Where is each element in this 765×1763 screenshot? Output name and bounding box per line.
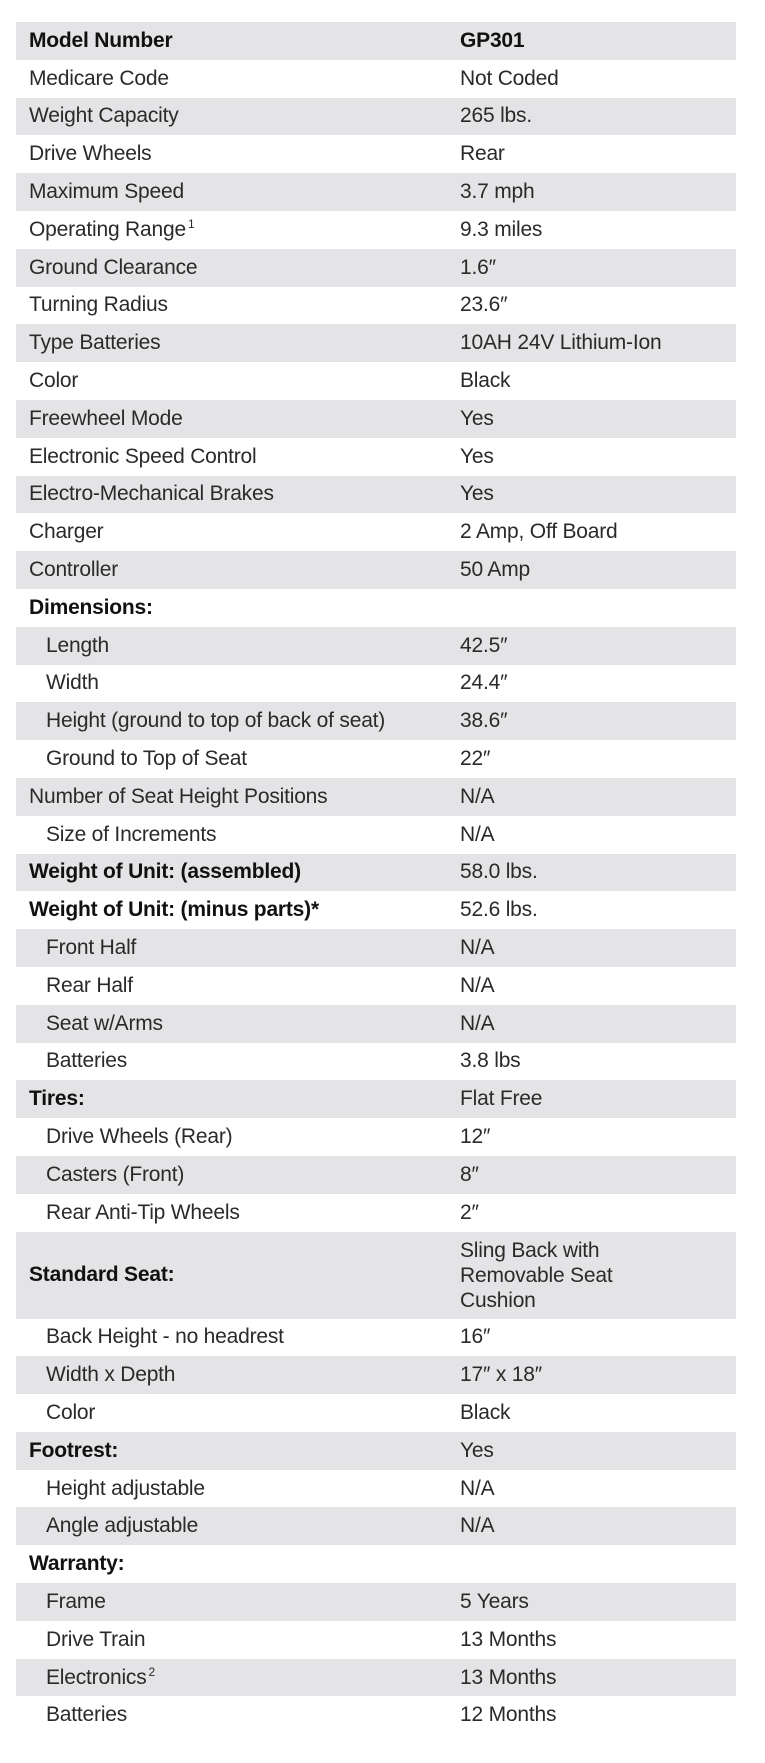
spec-label [16, 1125, 460, 1149]
spec-label [16, 634, 460, 658]
spec-label [16, 369, 460, 393]
spec-label [16, 1703, 460, 1727]
spec-label-text: Height (ground to top of back of seat) [46, 709, 386, 733]
spec-label-text: Weight of Unit: (minus parts)* [29, 898, 319, 922]
spec-row [16, 287, 736, 325]
spec-row [16, 1621, 736, 1659]
spec-label [16, 1012, 460, 1036]
spec-label-text: Width x Depth [46, 1363, 176, 1387]
spec-value: 13 Months [460, 1665, 557, 1689]
spec-label [16, 331, 460, 355]
spec-label [16, 1590, 460, 1614]
spec-label [16, 747, 460, 771]
spec-label-text: Weight of Unit: (assembled) [29, 860, 301, 884]
spec-value: 24.4″ [460, 671, 508, 695]
spec-value: N/A [460, 1514, 495, 1538]
spec-row [16, 1319, 736, 1357]
spec-value: 12 Months [460, 1703, 557, 1727]
spec-value: 12″ [460, 1125, 491, 1148]
spec-value: 2 Amp, Off Board [460, 520, 618, 544]
spec-row [16, 1470, 736, 1508]
spec-label [16, 445, 460, 469]
spec-value: 58.0 lbs. [460, 860, 538, 884]
spec-row [16, 1696, 736, 1734]
spec-label-text: Number of Seat Height Positions [29, 784, 328, 808]
spec-label [16, 482, 460, 506]
spec-row [16, 1507, 736, 1545]
spec-row [16, 1232, 736, 1319]
spec-value: Yes [460, 444, 494, 468]
spec-value: N/A [460, 1011, 495, 1035]
spec-label [16, 1325, 460, 1349]
spec-value: 1.6″ [460, 255, 496, 279]
spec-row [16, 854, 736, 892]
spec-row [16, 1156, 736, 1194]
spec-value: 9.3 miles [460, 217, 543, 241]
spec-row [16, 702, 736, 740]
spec-value: Flat Free [460, 1087, 543, 1111]
spec-value: Rear [460, 142, 505, 166]
spec-value: Not Coded [460, 66, 559, 90]
spec-label [16, 407, 460, 431]
spec-label [16, 104, 460, 128]
spec-value: 16″ [460, 1325, 491, 1349]
spec-label-text: Warranty: [29, 1552, 125, 1576]
spec-label [16, 256, 460, 280]
spec-label [16, 520, 460, 544]
spec-label [16, 1628, 460, 1652]
spec-value: 3.8 lbs [460, 1049, 521, 1073]
spec-label-text: Medicare Code [29, 66, 169, 90]
spec-row [16, 1659, 736, 1697]
spec-row [16, 778, 736, 816]
spec-value: Yes [460, 406, 494, 430]
spec-row [16, 1356, 736, 1394]
spec-row [16, 1005, 736, 1043]
footnote-marker: 2 [148, 1664, 155, 1679]
spec-label [16, 218, 460, 242]
spec-label [16, 709, 460, 733]
spec-row [16, 249, 736, 287]
spec-label [16, 860, 460, 884]
spec-value: N/A [460, 1476, 495, 1500]
spec-label-text: Electro-Mechanical Brakes [29, 482, 274, 506]
spec-value: 22″ [460, 747, 491, 771]
spec-label-text: Charger [29, 520, 104, 544]
spec-row [16, 98, 736, 136]
spec-label-text: Back Height - no headrest [46, 1325, 284, 1349]
spec-row [16, 1194, 736, 1232]
spec-value: 52.6 lbs. [460, 898, 538, 922]
spec-label [16, 823, 460, 847]
spec-value: 23.6″ [460, 293, 508, 317]
spec-label [16, 1439, 460, 1463]
spec-row [16, 211, 736, 249]
spec-label [16, 974, 460, 998]
spec-row [16, 589, 736, 627]
spec-value: GP301 [460, 28, 525, 52]
spec-row [16, 173, 736, 211]
spec-label-text: Batteries [46, 1049, 128, 1073]
spec-label-text: Drive Train [46, 1627, 146, 1651]
spec-label-text: Standard Seat: [29, 1263, 175, 1286]
spec-value: 2″ [460, 1200, 479, 1224]
spec-label [16, 1263, 460, 1287]
spec-label-text: Tires: [29, 1087, 85, 1111]
spec-label [16, 596, 460, 620]
spec-value: 5 Years [460, 1589, 529, 1613]
spec-row [16, 400, 736, 438]
spec-table [16, 22, 736, 1734]
spec-label-text: Electronics [46, 1665, 147, 1689]
spec-label-text: Footrest: [29, 1438, 119, 1462]
spec-row [16, 1545, 736, 1583]
spec-value: Black [460, 369, 511, 393]
spec-label-text: Length [46, 633, 110, 657]
spec-label [16, 558, 460, 582]
spec-label [16, 1514, 460, 1538]
spec-row [16, 438, 736, 476]
spec-label [16, 1477, 460, 1501]
spec-label [16, 293, 460, 317]
spec-row [16, 891, 736, 929]
spec-row [16, 513, 736, 551]
spec-label [16, 142, 460, 166]
spec-label [16, 1163, 460, 1187]
spec-row [16, 476, 736, 514]
spec-value: 17″ x 18″ [460, 1363, 542, 1387]
spec-label-text: Drive Wheels [29, 142, 152, 166]
spec-label [16, 671, 460, 695]
footnote-marker: 1 [187, 216, 195, 231]
spec-label [16, 29, 460, 53]
spec-row [16, 1080, 736, 1118]
spec-row [16, 967, 736, 1005]
spec-value: 8″ [460, 1162, 479, 1186]
spec-value: 42.5″ [460, 633, 508, 657]
spec-label-text: Model Number [29, 28, 173, 52]
spec-value: 38.6″ [460, 709, 508, 733]
spec-label [16, 67, 460, 91]
spec-label [16, 1201, 460, 1225]
spec-row [16, 551, 736, 589]
spec-value: 3.7 mph [460, 180, 535, 204]
spec-value: Yes [460, 482, 494, 506]
spec-label [16, 1401, 460, 1425]
spec-label-text: Operating Range [29, 217, 186, 241]
spec-value: N/A [460, 784, 495, 808]
spec-value: 10AH 24V Lithium-Ion [460, 331, 662, 355]
spec-row [16, 362, 736, 400]
spec-label-text: Rear Anti-Tip Wheels [46, 1200, 240, 1224]
spec-row [16, 665, 736, 703]
spec-label-text: Maximum Speed [29, 180, 184, 204]
spec-value: N/A [460, 936, 495, 960]
spec-label-text: Rear Half [46, 973, 133, 997]
spec-value: N/A [460, 973, 495, 997]
spec-label-text: Width [46, 671, 99, 695]
spec-label [16, 898, 460, 922]
spec-label [16, 1087, 460, 1111]
spec-label-text: Controller [29, 558, 119, 582]
spec-row [16, 1432, 736, 1470]
spec-row [16, 135, 736, 173]
spec-value: N/A [460, 822, 495, 846]
spec-row [16, 1043, 736, 1081]
spec-value: Sling Back with Removable Seat Cushion [460, 1238, 613, 1312]
spec-label-text: Weight Capacity [29, 104, 179, 128]
spec-label-text: Casters (Front) [46, 1162, 185, 1186]
spec-label-text: Batteries [46, 1703, 128, 1727]
spec-label [16, 180, 460, 204]
spec-value: 13 Months [460, 1627, 557, 1651]
spec-label-text: Height adjustable [46, 1476, 205, 1500]
spec-row [16, 1394, 736, 1432]
spec-label-text: Electronic Speed Control [29, 444, 257, 468]
spec-row [16, 22, 736, 60]
spec-value: Yes [460, 1438, 494, 1462]
spec-label [16, 1552, 460, 1576]
spec-value: Black [460, 1400, 511, 1424]
spec-row [16, 1583, 736, 1621]
spec-row [16, 60, 736, 98]
spec-label-text: Freewheel Mode [29, 406, 183, 430]
spec-row [16, 1118, 736, 1156]
spec-label-text: Seat w/Arms [46, 1011, 163, 1035]
spec-label-text: Angle adjustable [46, 1514, 199, 1538]
spec-label-text: Color [29, 369, 79, 393]
spec-label [16, 1049, 460, 1073]
spec-label-text: Size of Increments [46, 822, 217, 846]
spec-label [16, 785, 460, 809]
spec-label-text: Type Batteries [29, 331, 161, 355]
spec-label-text: Turning Radius [29, 293, 168, 317]
spec-label [16, 1666, 460, 1690]
spec-label-text: Ground Clearance [29, 255, 198, 279]
spec-row [16, 740, 736, 778]
spec-value: 265 lbs. [460, 104, 532, 128]
spec-label-text: Front Half [46, 936, 137, 960]
spec-label [16, 1363, 460, 1387]
spec-label-text: Color [46, 1400, 96, 1424]
spec-value: 50 Amp [460, 558, 531, 582]
spec-row [16, 816, 736, 854]
spec-label-text: Drive Wheels (Rear) [46, 1125, 233, 1148]
spec-label-text: Ground to Top of Seat [46, 747, 247, 771]
spec-row [16, 627, 736, 665]
spec-label [16, 936, 460, 960]
spec-row [16, 324, 736, 362]
spec-row [16, 929, 736, 967]
spec-label-text: Frame [46, 1589, 106, 1613]
spec-label-text: Dimensions: [29, 595, 153, 619]
